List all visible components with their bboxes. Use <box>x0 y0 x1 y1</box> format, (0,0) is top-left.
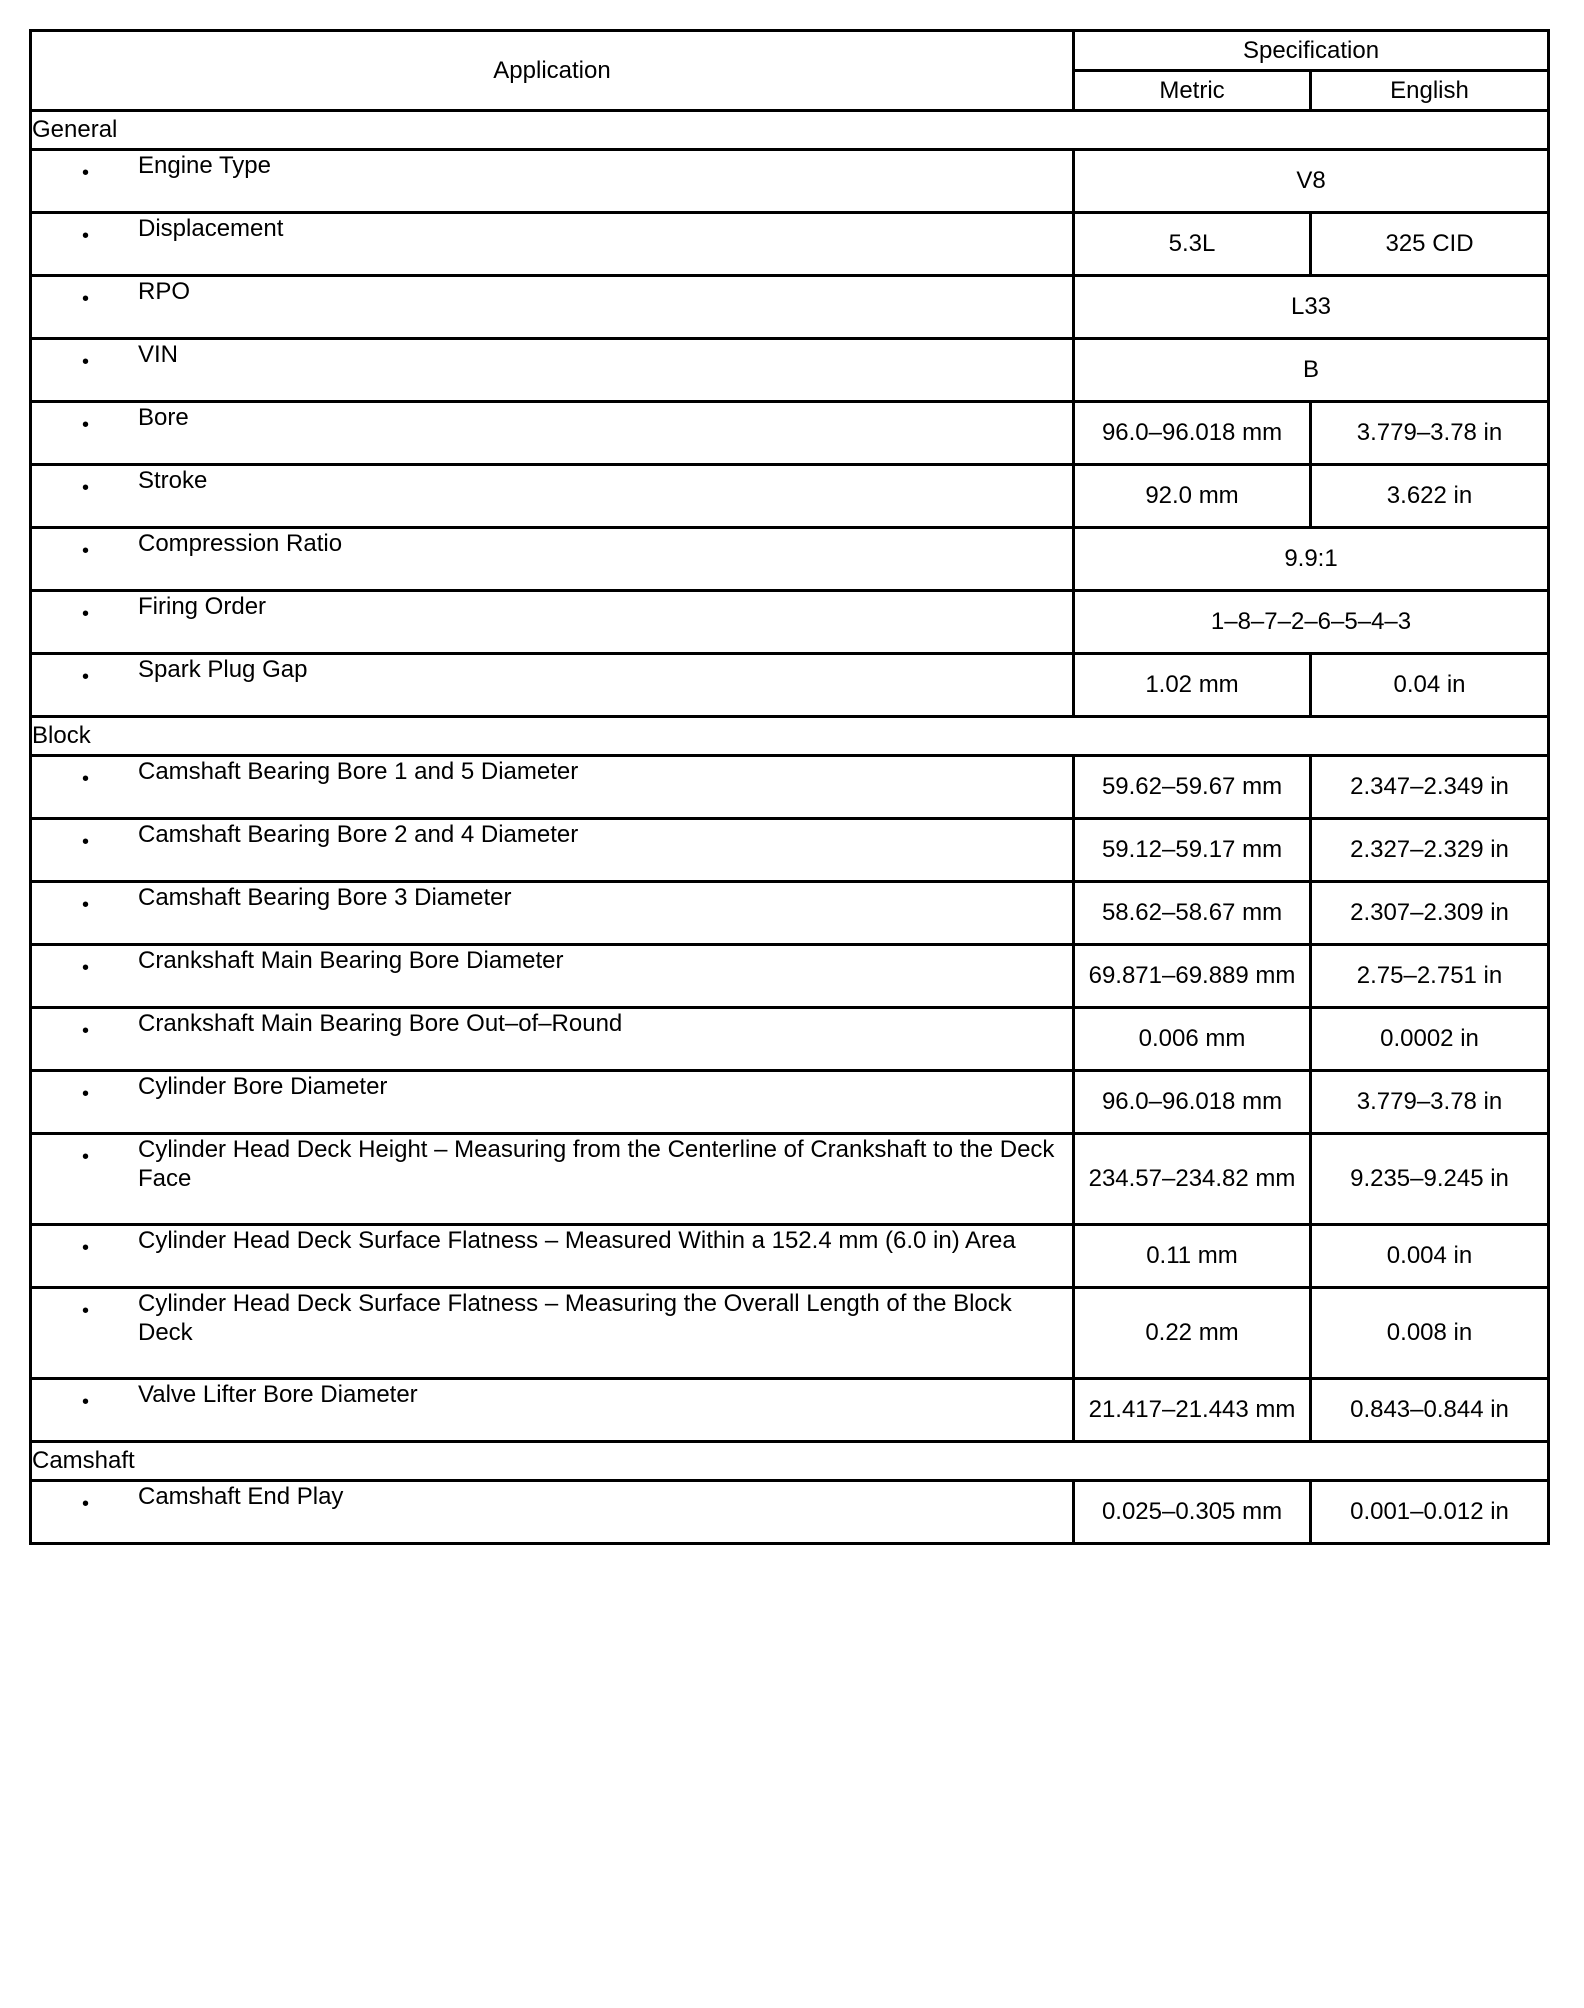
table-header <box>31 31 1549 111</box>
table-row <box>31 213 1549 276</box>
table-row <box>31 1379 1549 1442</box>
table-row <box>31 465 1549 528</box>
spec-value-cell: V8 <box>1074 150 1549 213</box>
metric-value-cell: 5.3L <box>1074 213 1311 276</box>
application-label: Camshaft Bearing Bore 2 and 4 Diameter <box>138 821 579 848</box>
application-label: Camshaft Bearing Bore 1 and 5 Diameter <box>138 758 579 785</box>
bullet-icon: • <box>82 603 90 625</box>
bullet-icon: • <box>82 1391 90 1413</box>
metric-value-cell: 69.871–69.889 mm <box>1074 945 1311 1008</box>
metric-value-cell: 234.57–234.82 mm <box>1074 1134 1311 1225</box>
metric-value-cell: 96.0–96.018 mm <box>1074 1071 1311 1134</box>
table-row <box>31 150 1549 213</box>
english-value-cell: 0.0002 in <box>1311 1008 1549 1071</box>
application-cell <box>31 819 1074 882</box>
section-title: General <box>31 111 1549 150</box>
table-row <box>31 819 1549 882</box>
metric-value-cell: 1.02 mm <box>1074 654 1311 717</box>
english-value-cell: 2.347–2.349 in <box>1311 756 1549 819</box>
table-row <box>31 339 1549 402</box>
metric-value-cell: 58.62–58.67 mm <box>1074 882 1311 945</box>
application-label: Engine Type <box>138 152 271 179</box>
metric-value-cell: 59.62–59.67 mm <box>1074 756 1311 819</box>
table-row <box>31 1071 1549 1134</box>
application-label: Camshaft Bearing Bore 3 Diameter <box>138 884 512 911</box>
bullet-icon: • <box>82 1146 90 1168</box>
table-row <box>31 882 1549 945</box>
table-row <box>31 402 1549 465</box>
application-cell <box>31 402 1074 465</box>
section-header-row <box>31 111 1549 150</box>
application-cell <box>31 882 1074 945</box>
application-column-header: Application <box>31 31 1074 111</box>
table-row <box>31 654 1549 717</box>
metric-value-cell: 0.025–0.305 mm <box>1074 1481 1311 1544</box>
section-header-row <box>31 717 1549 756</box>
application-cell <box>31 1134 1074 1225</box>
application-label: Displacement <box>138 215 284 242</box>
spec-value-cell: 9.9:1 <box>1074 528 1549 591</box>
english-value-cell: 3.779–3.78 in <box>1311 402 1549 465</box>
application-cell <box>31 465 1074 528</box>
metric-value-cell: 21.417–21.443 mm <box>1074 1379 1311 1442</box>
table-row <box>31 945 1549 1008</box>
metric-value-cell: 96.0–96.018 mm <box>1074 402 1311 465</box>
english-value-cell: 2.327–2.329 in <box>1311 819 1549 882</box>
table-row <box>31 276 1549 339</box>
application-label: Bore <box>138 404 189 431</box>
spec-value-cell: L33 <box>1074 276 1549 339</box>
specification-column-header: Specification <box>1074 31 1549 71</box>
application-cell <box>31 1225 1074 1288</box>
application-label: RPO <box>138 278 191 305</box>
metric-value-cell: 59.12–59.17 mm <box>1074 819 1311 882</box>
bullet-icon: • <box>82 414 90 436</box>
application-label: Crankshaft Main Bearing Bore Diameter <box>138 947 564 974</box>
english-value-cell: 3.622 in <box>1311 465 1549 528</box>
application-cell <box>31 213 1074 276</box>
application-label: Camshaft End Play <box>138 1483 344 1510</box>
metric-value-cell: 0.11 mm <box>1074 1225 1311 1288</box>
application-cell <box>31 1481 1074 1544</box>
application-cell <box>31 591 1074 654</box>
section-header-row <box>31 1442 1549 1481</box>
spec-value-cell: 1–8–7–2–6–5–4–3 <box>1074 591 1549 654</box>
table-row <box>31 528 1549 591</box>
application-cell <box>31 1379 1074 1442</box>
metric-column-header: Metric <box>1074 71 1311 111</box>
application-cell <box>31 339 1074 402</box>
table-row <box>31 756 1549 819</box>
application-cell <box>31 150 1074 213</box>
application-label: Cylinder Bore Diameter <box>138 1073 388 1100</box>
bullet-icon: • <box>82 351 90 373</box>
english-value-cell: 0.004 in <box>1311 1225 1549 1288</box>
table-row <box>31 1134 1549 1225</box>
application-label: Cylinder Head Deck Surface Flatness – Measuring the Overall Length of the Block Deck <box>138 1290 1012 1346</box>
table-row <box>31 1008 1549 1071</box>
bullet-icon: • <box>82 288 90 310</box>
application-label: Stroke <box>138 467 208 494</box>
bullet-icon: • <box>82 957 90 979</box>
table-row <box>31 1288 1549 1379</box>
english-value-cell: 0.04 in <box>1311 654 1549 717</box>
english-value-cell: 325 CID <box>1311 213 1549 276</box>
section-title: Block <box>31 717 1549 756</box>
bullet-icon: • <box>82 162 90 184</box>
bullet-icon: • <box>82 1020 90 1042</box>
english-value-cell: 9.235–9.245 in <box>1311 1134 1549 1225</box>
application-cell <box>31 1288 1074 1379</box>
english-value-cell: 2.75–2.751 in <box>1311 945 1549 1008</box>
english-value-cell: 0.008 in <box>1311 1288 1549 1379</box>
application-label: Firing Order <box>138 593 267 620</box>
table-row <box>31 1225 1549 1288</box>
application-label: Cylinder Head Deck Surface Flatness – Measured Within a 152.4 mm (6.0 in) Area <box>138 1227 1016 1254</box>
bullet-icon: • <box>82 666 90 688</box>
english-value-cell: 3.779–3.78 in <box>1311 1071 1549 1134</box>
table-row <box>31 591 1549 654</box>
engine-specifications-table <box>29 29 1550 1545</box>
application-cell <box>31 654 1074 717</box>
section-title: Camshaft <box>31 1442 1549 1481</box>
bullet-icon: • <box>82 1300 90 1322</box>
table-body <box>31 111 1549 1544</box>
application-label: Crankshaft Main Bearing Bore Out–of–Round <box>138 1010 623 1037</box>
application-cell <box>31 276 1074 339</box>
application-cell <box>31 1071 1074 1134</box>
table-row <box>31 1481 1549 1544</box>
bullet-icon: • <box>82 768 90 790</box>
bullet-icon: • <box>82 831 90 853</box>
application-cell <box>31 945 1074 1008</box>
english-value-cell: 2.307–2.309 in <box>1311 882 1549 945</box>
bullet-icon: • <box>82 1083 90 1105</box>
bullet-icon: • <box>82 540 90 562</box>
application-label: Cylinder Head Deck Height – Measuring from the Centerline of Crankshaft to the Deck Face <box>138 1136 1055 1192</box>
application-cell <box>31 1008 1074 1071</box>
application-label: VIN <box>138 341 179 368</box>
spec-value-cell: B <box>1074 339 1549 402</box>
bullet-icon: • <box>82 1493 90 1515</box>
bullet-icon: • <box>82 225 90 247</box>
metric-value-cell: 92.0 mm <box>1074 465 1311 528</box>
application-label: Compression Ratio <box>138 530 343 557</box>
application-label: Valve Lifter Bore Diameter <box>138 1381 418 1408</box>
bullet-icon: • <box>82 894 90 916</box>
application-cell <box>31 756 1074 819</box>
english-column-header: English <box>1311 71 1549 111</box>
metric-value-cell: 0.006 mm <box>1074 1008 1311 1071</box>
bullet-icon: • <box>82 477 90 499</box>
english-value-cell: 0.001–0.012 in <box>1311 1481 1549 1544</box>
application-label: Spark Plug Gap <box>138 656 308 683</box>
bullet-icon: • <box>82 1237 90 1259</box>
application-cell <box>31 528 1074 591</box>
english-value-cell: 0.843–0.844 in <box>1311 1379 1549 1442</box>
metric-value-cell: 0.22 mm <box>1074 1288 1311 1379</box>
